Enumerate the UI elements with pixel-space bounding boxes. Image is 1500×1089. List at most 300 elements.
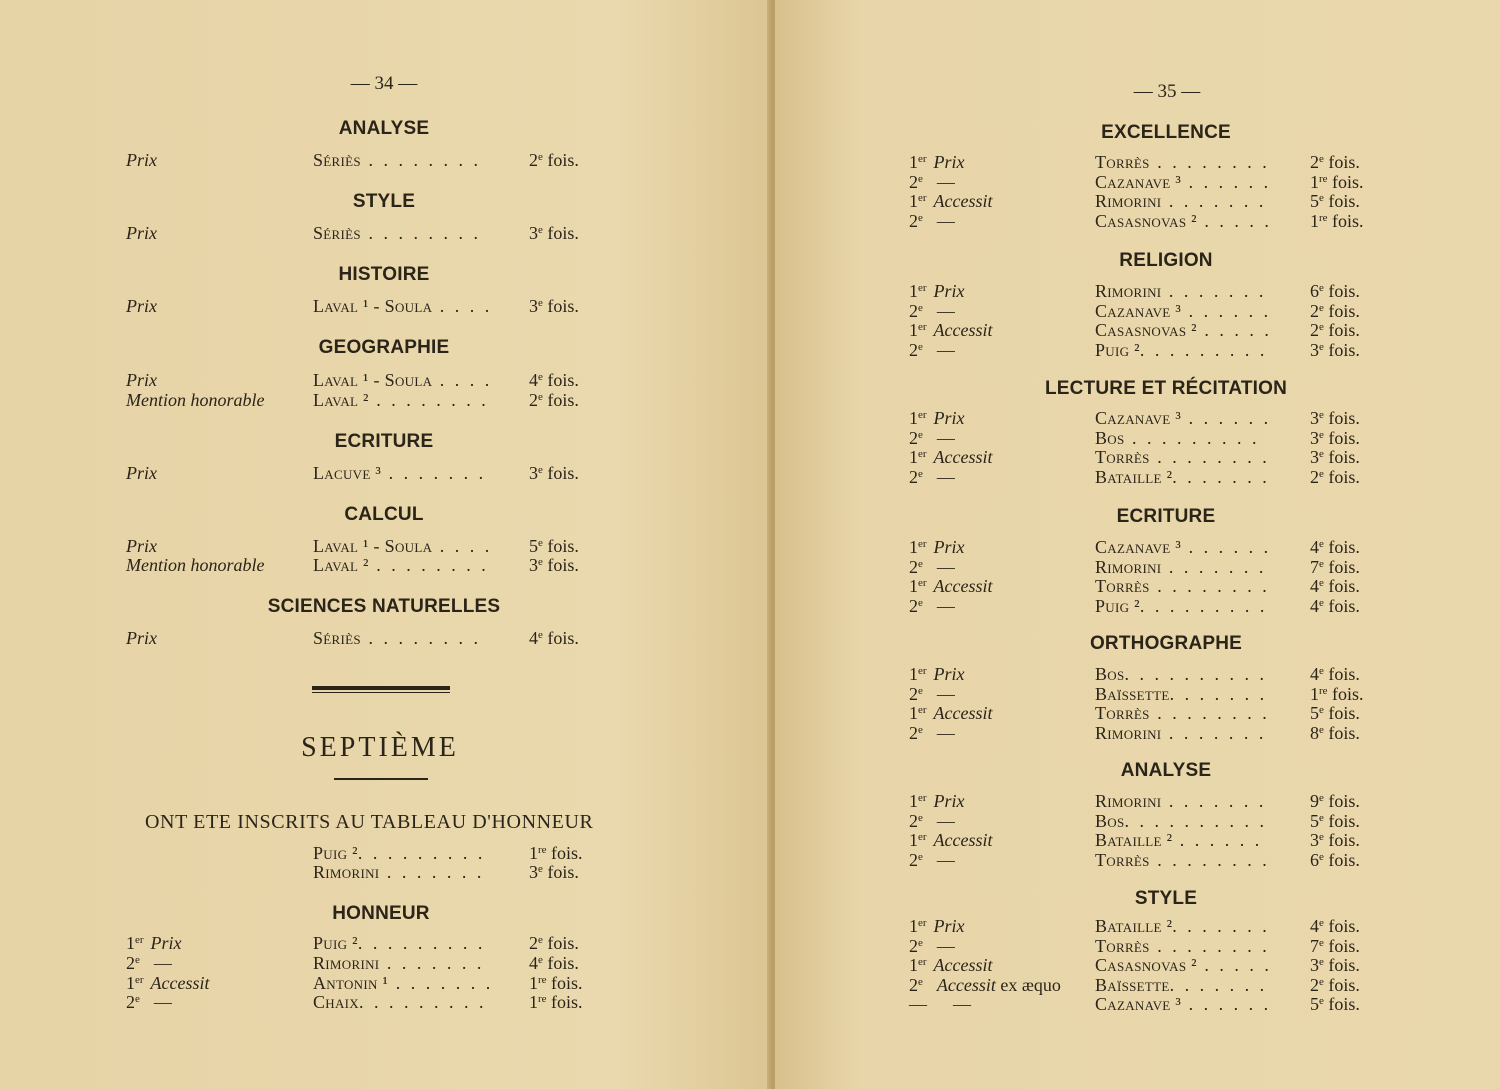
count-suffix: e <box>1319 792 1324 804</box>
section-heading: ECRITURE <box>334 431 434 452</box>
leader-dots: . . . . . . <box>1181 171 1272 192</box>
student-name <box>1095 850 1270 870</box>
award-label <box>126 933 182 953</box>
rank-suffix: er <box>918 831 927 844</box>
count-number: 3 <box>1310 339 1319 360</box>
count-word: fois. <box>1323 722 1360 743</box>
award-label <box>126 370 157 390</box>
count-number: 3 <box>529 555 538 575</box>
list-item <box>126 370 626 390</box>
award-type: Prix <box>126 628 157 648</box>
rank-suffix: er <box>135 974 144 986</box>
list-item <box>126 953 626 973</box>
list-item <box>126 992 626 1012</box>
student-name-text: Casasnovas ² <box>1095 210 1197 231</box>
count-word: fois. <box>542 555 579 575</box>
award-label <box>126 390 264 410</box>
student-name <box>313 953 484 973</box>
award-label <box>909 936 955 956</box>
student-name-text: Torrès <box>1095 935 1150 956</box>
student-name-text: Puig ² <box>1095 339 1140 360</box>
count-number: 4 <box>1310 537 1319 557</box>
student-name <box>1095 467 1270 487</box>
student-name-text: Torrès <box>1095 447 1150 468</box>
count-suffix: e <box>1319 936 1324 949</box>
student-name-text: Sériès <box>313 223 361 243</box>
count-suffix: e <box>538 464 543 476</box>
award-type: Prix <box>933 791 965 811</box>
award-type: Accessit <box>933 320 993 341</box>
count-number: 4 <box>1310 595 1319 616</box>
award-type: Mention honorable <box>126 390 265 410</box>
student-name-text: Torrès <box>1095 703 1150 724</box>
count-number: 1 <box>529 843 538 863</box>
rank-suffix: er <box>918 704 927 717</box>
count-number: 7 <box>1310 935 1319 956</box>
award-label <box>909 301 955 321</box>
award-label <box>909 955 993 975</box>
count-number: 2 <box>1310 320 1319 341</box>
student-name-text: Rimorini <box>1095 791 1162 811</box>
rank: 2 <box>126 992 135 1012</box>
award-label <box>126 296 157 316</box>
leader-dots: . . . . . . . <box>1161 722 1267 743</box>
award-label <box>909 916 965 936</box>
leader-dots: . . . . . . <box>1181 994 1272 1015</box>
rank: 1 <box>126 973 135 993</box>
count-number: 3 <box>529 296 538 316</box>
count-suffix: re <box>538 993 547 1005</box>
count-suffix: e <box>538 391 543 403</box>
rank-suffix: er <box>918 665 927 677</box>
times-count <box>529 933 579 953</box>
rank: 2 <box>909 683 918 704</box>
count-number: 2 <box>1310 300 1319 321</box>
rank: 1 <box>909 916 918 936</box>
student-name-text: Bos <box>1095 810 1125 831</box>
award-label <box>126 463 157 483</box>
count-word: fois. <box>546 992 583 1012</box>
student-name-text: Torrès <box>1095 576 1150 597</box>
rank: 1 <box>909 281 918 301</box>
times-count <box>1310 723 1360 743</box>
count-word: fois. <box>1323 300 1360 321</box>
count-suffix: e <box>1319 282 1324 294</box>
count-suffix: e <box>538 371 543 383</box>
student-name <box>1095 211 1272 231</box>
leader-dots: . . . . . . . <box>1161 791 1267 811</box>
honor-line: ONT ETE INSCRITS AU TABLEAU D'HONNEUR <box>145 811 594 833</box>
count-suffix: e <box>1319 850 1324 863</box>
student-name-text: Bataille ² <box>1095 466 1173 487</box>
student-name <box>313 628 481 648</box>
list-item <box>909 916 1409 936</box>
count-number: 1 <box>1310 683 1319 704</box>
count-word: fois. <box>542 953 579 973</box>
count-word: fois. <box>542 862 579 882</box>
list-item <box>909 723 1409 743</box>
times-count <box>1310 172 1364 192</box>
count-word: fois. <box>1323 408 1360 428</box>
award-type: Prix <box>126 463 157 483</box>
student-name <box>313 992 487 1012</box>
student-name <box>1095 596 1267 616</box>
leader-dots: . . . . . . . . <box>1149 935 1270 956</box>
rank: 2 <box>909 810 918 831</box>
count-word: fois. <box>542 223 579 243</box>
student-name-text: Baïssette <box>1095 974 1170 995</box>
award-type: Accessit <box>933 447 993 468</box>
list-item <box>909 152 1409 172</box>
count-suffix: e <box>538 629 543 641</box>
list-item <box>126 150 626 170</box>
count-suffix: e <box>1319 831 1324 844</box>
rank: 1 <box>909 955 918 976</box>
rank-suffix: er <box>918 577 927 590</box>
leader-dots: . . . . . . . <box>1161 191 1267 212</box>
rank: 2 <box>909 300 918 321</box>
student-name <box>313 862 484 882</box>
times-count <box>1310 830 1360 850</box>
award-label <box>909 830 993 850</box>
count-suffix: e <box>1319 704 1324 717</box>
count-suffix: e <box>1319 428 1324 441</box>
rank-suffix: er <box>918 956 927 969</box>
count-word: fois. <box>546 973 583 993</box>
count-suffix: e <box>538 934 543 946</box>
award-label <box>909 152 965 172</box>
student-name-text: Laval ² <box>313 390 369 410</box>
student-name-text: Cazanave ³ <box>1095 537 1182 557</box>
times-count <box>529 296 579 316</box>
award-type: — <box>936 171 955 192</box>
count-suffix: e <box>1319 665 1324 677</box>
student-name-text: Torrès <box>1095 152 1150 172</box>
times-count <box>529 992 583 1012</box>
count-suffix: re <box>1319 211 1328 224</box>
award-type: — <box>153 953 172 973</box>
rank-suffix: e <box>135 954 140 966</box>
count-word: fois. <box>1323 281 1360 301</box>
award-type: — <box>936 210 955 231</box>
count-word: fois. <box>1327 171 1364 192</box>
leader-dots: . . . . . . . . . <box>357 933 486 953</box>
count-word: fois. <box>542 150 579 170</box>
leader-dots: . . . . . . . . . <box>357 843 486 863</box>
times-count <box>1310 557 1360 577</box>
student-name <box>1095 320 1272 340</box>
count-number: 3 <box>529 223 538 243</box>
section-heading: ANALYSE <box>338 118 430 139</box>
leader-dots: . . . . . . . . <box>360 628 481 648</box>
rank-suffix: er <box>918 538 927 550</box>
section-heading: HISTOIRE <box>338 264 430 285</box>
count-suffix: e <box>1319 557 1324 570</box>
rank-suffix: er <box>918 792 927 804</box>
student-name <box>1095 340 1267 360</box>
student-name <box>1095 664 1267 684</box>
list-item <box>909 408 1409 428</box>
count-word: fois. <box>542 296 579 316</box>
leader-dots: . . . . . . . . . . <box>1124 810 1268 831</box>
student-name-text: Bataille ² <box>1095 916 1173 936</box>
leader-dots: . . . . . . . . <box>368 390 489 410</box>
student-name-text: Sériès <box>313 150 361 170</box>
count-suffix: e <box>1319 409 1324 421</box>
times-count <box>1310 596 1360 616</box>
student-name-text: Rimorini <box>1095 281 1162 301</box>
count-word: fois. <box>542 628 579 648</box>
times-count <box>529 843 583 863</box>
student-name-text: Puig ² <box>313 933 358 953</box>
award-label <box>909 684 955 704</box>
count-suffix: e <box>1319 956 1324 969</box>
student-name <box>1095 172 1271 192</box>
times-count <box>1310 664 1360 684</box>
rank: 2 <box>909 556 918 577</box>
award-type: Accessit <box>933 955 993 976</box>
student-name <box>313 390 489 410</box>
student-name <box>1095 703 1270 723</box>
list-item <box>909 191 1409 211</box>
times-count <box>1310 447 1360 467</box>
page-number: — 35 — <box>1133 81 1201 102</box>
award-label <box>126 973 210 993</box>
student-name-text: Rimorini <box>1095 556 1162 577</box>
rank: 2 <box>909 427 918 448</box>
student-name <box>1095 684 1267 704</box>
rank-suffix: e <box>918 428 923 441</box>
count-word: fois. <box>1323 994 1360 1015</box>
right-page <box>775 0 1500 1089</box>
award-type: — <box>936 722 955 743</box>
count-number: 4 <box>529 953 538 973</box>
count-number: 1 <box>1310 171 1319 192</box>
count-suffix: e <box>1319 192 1324 205</box>
count-suffix: e <box>1319 995 1324 1008</box>
student-name <box>1095 811 1267 831</box>
count-number: 3 <box>1310 447 1319 468</box>
count-suffix: re <box>1319 684 1328 697</box>
count-number: 2 <box>529 390 538 410</box>
times-count <box>1310 936 1360 956</box>
student-name <box>1095 408 1271 428</box>
times-count <box>1310 576 1360 596</box>
big-title: SEPTIÈME <box>301 732 459 763</box>
list-item <box>126 536 626 556</box>
leader-dots: . . . . <box>432 536 493 556</box>
student-name-text: Rimorini <box>313 953 380 973</box>
section-heading: LECTURE ET RÉCITATION <box>1044 378 1288 399</box>
times-count <box>1310 281 1360 301</box>
leader-dots: . . . . . <box>1196 955 1272 976</box>
award-type: — <box>953 994 971 1015</box>
rank-suffix: er <box>918 917 927 929</box>
student-name-text: Puig ² <box>313 843 358 863</box>
list-item <box>909 467 1409 487</box>
list-item <box>909 955 1409 975</box>
leader-dots: . . . . . . . . . <box>1124 427 1260 448</box>
count-word: fois. <box>1323 191 1360 212</box>
rank-suffix: e <box>918 723 923 736</box>
list-item <box>909 557 1409 577</box>
double-rule-thin <box>312 692 450 693</box>
count-number: 3 <box>529 463 538 483</box>
award-type: Prix <box>126 296 157 316</box>
leader-dots: . . . . . <box>1196 210 1272 231</box>
rank-suffix: er <box>918 321 927 334</box>
rank: 2 <box>909 974 918 995</box>
count-number: 2 <box>1310 974 1319 995</box>
rank: 1 <box>909 408 918 428</box>
rank: 1 <box>909 191 918 212</box>
rank-suffix: e <box>135 993 140 1005</box>
list-item <box>909 703 1409 723</box>
award-type: Prix <box>933 152 965 172</box>
count-suffix: e <box>538 224 543 236</box>
count-word: fois. <box>1323 974 1360 995</box>
student-name <box>1095 723 1266 743</box>
count-number: 3 <box>1310 955 1319 976</box>
student-name-text: Cazanave ³ <box>1095 994 1182 1015</box>
student-name <box>1095 428 1260 448</box>
student-name-text: Rimorini <box>1095 722 1162 743</box>
count-word: fois. <box>542 933 579 953</box>
award-label <box>909 791 965 811</box>
leader-dots: . . . . . . . . . <box>359 992 487 1012</box>
count-suffix: e <box>1319 301 1324 314</box>
award-label <box>126 150 157 170</box>
times-count <box>1310 537 1360 557</box>
student-name <box>313 463 486 483</box>
award-label <box>909 811 955 831</box>
list-item <box>126 628 626 648</box>
times-count <box>529 370 579 390</box>
count-number: 8 <box>1310 722 1319 743</box>
student-name-text: Lacuve ³ <box>313 463 382 483</box>
count-word: fois. <box>542 390 579 410</box>
student-name <box>1095 301 1271 321</box>
award-label <box>126 992 172 1012</box>
leader-dots: . . . . . . . . . . <box>1124 664 1268 684</box>
award-label <box>126 628 157 648</box>
list-item <box>909 975 1409 995</box>
student-name <box>313 150 481 170</box>
count-word: fois. <box>1323 447 1360 468</box>
student-name <box>1095 975 1267 995</box>
award-label <box>909 191 993 211</box>
count-number: 1 <box>1310 210 1319 231</box>
award-type: Prix <box>126 223 157 243</box>
award-type: Prix <box>933 916 965 936</box>
rank-suffix: e <box>918 850 923 863</box>
leader-dots: . . . . . . . <box>1161 556 1267 577</box>
leader-dots: . . . . . . . <box>1172 466 1270 487</box>
student-name-text: Bos <box>1095 664 1125 684</box>
count-number: 5 <box>1310 703 1319 724</box>
award-type: Prix <box>150 933 182 953</box>
leader-dots: . . . . <box>432 370 493 390</box>
student-name-text: Rimorini <box>313 862 380 882</box>
leader-dots: . . . . <box>432 296 493 316</box>
list-item <box>126 390 626 410</box>
times-count <box>1310 211 1364 231</box>
student-name <box>1095 936 1270 956</box>
award-type: — <box>936 849 955 870</box>
count-suffix: e <box>1319 340 1324 353</box>
rank-suffix: e <box>918 211 923 224</box>
list-item <box>909 576 1409 596</box>
section-heading: STYLE <box>352 191 416 212</box>
count-suffix: e <box>1319 975 1324 988</box>
rank: 2 <box>909 210 918 231</box>
list-item <box>909 537 1409 557</box>
rank: 2 <box>909 722 918 743</box>
count-word: fois. <box>542 463 579 483</box>
list-item <box>909 791 1409 811</box>
award-label <box>909 320 993 340</box>
count-word: fois. <box>1323 791 1360 811</box>
times-count <box>1310 975 1360 995</box>
student-name-text: Baïssette <box>1095 683 1170 704</box>
leader-dots: . . . . . . . <box>1169 974 1268 995</box>
rank: 1 <box>909 320 918 341</box>
count-number: 7 <box>1310 556 1319 577</box>
leader-dots: . . . . . . . . <box>1149 152 1270 172</box>
student-name <box>313 555 489 575</box>
award-label <box>909 850 955 870</box>
student-name <box>313 296 492 316</box>
count-suffix: e <box>1319 723 1324 736</box>
count-suffix: e <box>1319 917 1324 929</box>
rank-suffix: e <box>918 936 923 949</box>
award-label <box>909 211 955 231</box>
count-word: fois. <box>1323 810 1360 831</box>
award-label <box>126 555 264 575</box>
leader-dots: . . . . . . . . . <box>1139 339 1268 360</box>
rank-suffix: er <box>135 934 144 946</box>
leader-dots: . . . . . . <box>1181 537 1272 557</box>
times-count <box>529 223 579 243</box>
rank: 1 <box>909 791 918 811</box>
times-count <box>529 150 579 170</box>
rank-suffix: er <box>918 282 927 294</box>
count-number: 2 <box>529 150 538 170</box>
award-type: Accessit <box>933 576 993 597</box>
count-suffix: e <box>1319 811 1324 824</box>
count-word: fois. <box>1323 427 1360 448</box>
count-number: 6 <box>1310 849 1319 870</box>
award-label <box>909 537 965 557</box>
rank-suffix: e <box>918 172 923 185</box>
leader-dots: . . . . . . <box>1181 408 1272 428</box>
times-count <box>1310 320 1360 340</box>
count-word: fois. <box>1323 664 1360 684</box>
award-type: Prix <box>933 281 965 301</box>
count-suffix: e <box>538 556 543 568</box>
section-heading: CALCUL <box>344 504 424 525</box>
student-name-text: Bataille ² <box>1095 830 1173 851</box>
count-word: fois. <box>1327 683 1364 704</box>
count-number: 5 <box>529 536 538 556</box>
award-type: Accessit <box>933 703 993 724</box>
student-name-text: Casasnovas ² <box>1095 320 1197 341</box>
award-label <box>909 408 965 428</box>
student-name-text: Torrès <box>1095 849 1150 870</box>
rank: 1 <box>909 664 918 684</box>
count-number: 3 <box>1310 408 1319 428</box>
student-name <box>1095 791 1266 811</box>
